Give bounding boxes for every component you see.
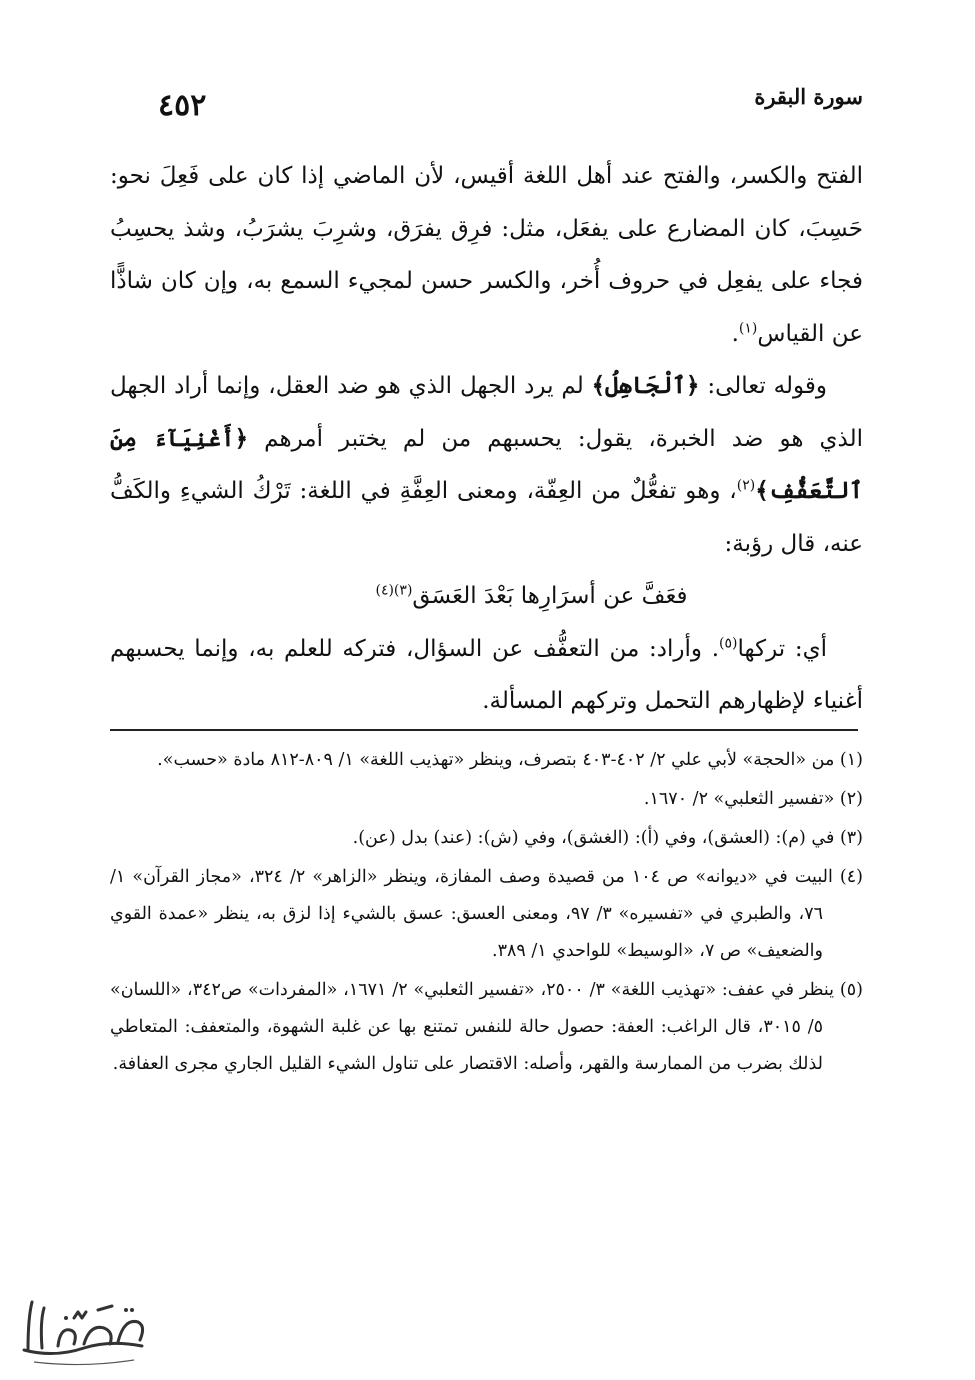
paragraph-text: لم يرد الجهل الذي هو ضد العقل، وإنما أراد الجهل الذي هو ضد الخبرة، يقول: يحسبهم من لم يختبر أمرهم — [110, 373, 863, 452]
quran-quote-2: ﴿أَغْنِيَآءَ مِنَ ٱلتَّعَفُّفِ﴾ — [110, 424, 863, 504]
paragraph-text: أي: تركها — [737, 635, 828, 662]
paragraph-end: . — [731, 320, 739, 347]
paragraph-text: الفتح والكسر، والفتح عند أهل اللغة أقيس، لأن الماضي إذا كان على فَعِلَ نحو: حَسِبَ، كان المضارع على يفعَل، مثل: فرِق يفرَق، وشرِبَ يشرَبُ، وشذ يحسِبُ فجاء على يفعِل في حروف أُخر، والكسر حسن لمجيء السمع به، وإن كان شاذًّا عن القياس — [110, 163, 863, 347]
footnote-3: (٣) في (م): (العشق)، وفي (أ): (الغشق)، وفي (ش): (عند) بدل (عن). — [352, 828, 863, 848]
paragraph-text: وقوله تعالى: — [699, 373, 827, 399]
quran-quote-1: ﴿ٱلْجَاهِلُ﴾ — [591, 372, 700, 399]
footnote-ref-3-4: (٣)(٤) — [375, 582, 413, 599]
paragraph-2 — [110, 360, 863, 570]
running-head: سورة البقرة — [754, 84, 863, 109]
paragraph-3 — [110, 623, 863, 728]
footnote-ref-5: (٥) — [719, 634, 738, 651]
paragraph-1 — [110, 150, 863, 360]
footnote-2: (٢) «تفسير الثعلبي» ٢/ ١٦٧٠. — [643, 789, 863, 809]
poetry-verse — [110, 570, 863, 623]
page-number: ٤٥٢ — [158, 88, 207, 123]
paragraph-text: ، وهو تفعُّلٌ من العِفّة، ومعنى العِفَّةِ في اللغة: تَرْكُ الشيءِ والكَفُّ عنه، قال رؤبة: — [110, 478, 863, 557]
watermark-logo — [14, 1288, 154, 1370]
footnote-1: (١) من «الحجة» لأبي علي ٢/ ٤٠٢-٤٠٣ بتصرف، وينظر «تهذيب اللغة» ١/ ٨٠٩-٨١٢ مادة «حسب». — [157, 750, 863, 770]
footnote-separator — [110, 729, 858, 731]
footnote-5: (٥) ينظر في عفف: «تهذيب اللغة» ٣/ ٢٥٠٠، «تفسير الثعلبي» ٢/ ١٦٧١، «المفردات» ص٣٤٢، «اللسان» ٥/ ٣٠١٥، قال الراغب: العفة: حصول حالة للنفس تمتنع بها عن غلبة الشهوة، والمتعفف: المتعاطي لذلك بضرب من الممارسة والقهر، وأصله: الاقتصار على تناول الشيء القليل الجاري مجرى العفافة. — [110, 980, 863, 1074]
footnote-4: (٤) البيت في «ديوانه» ص ١٠٤ من قصيدة وصف المفازة، وينظر «الزاهر» ٢/ ٣٢٤، «مجاز القرآن» ١/ ٧٦، والطبري في «تفسيره» ٣/ ٩٧، ومعنى العسق: عسق بالشيء إذا لزق به، ينظر «عمدة القوي والضعيف» ص ٧، «الوسيط» للواحدي ١/ ٣٨٩. — [110, 867, 863, 961]
footnote-ref-2: (٢) — [736, 477, 756, 494]
main-text — [110, 150, 863, 728]
footnote-ref-1: (١) — [738, 319, 758, 336]
footnotes — [110, 742, 863, 1085]
paragraph-text: . وأراد: من التعفُّف عن السؤال، فتركه للعلم به، وإنما يحسبهم أغنياء لإظهارهم التحمل وتركهم المسألة. — [110, 635, 863, 714]
verse-text: فعَفَّ عن أسرَارِها بَعْدَ العَسَق — [412, 583, 688, 609]
